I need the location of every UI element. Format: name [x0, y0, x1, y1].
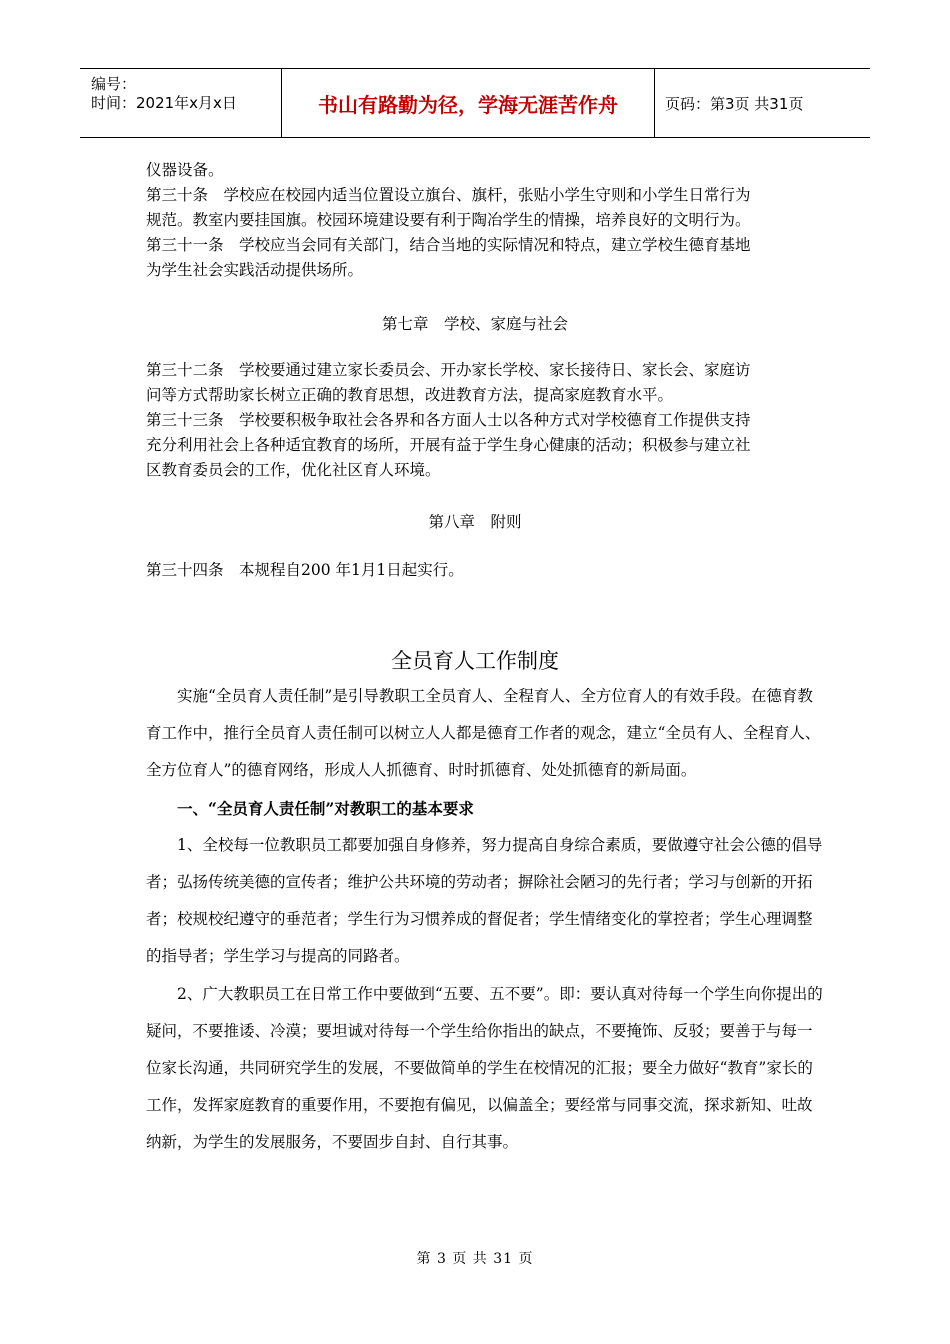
page-header [80, 68, 870, 138]
document-number-label: 编号： [91, 75, 137, 93]
requirement-item-2: 2、广大教职员工在日常工作中要做到“五要、五不要”。即：要认真对待每一个学生向你提出的疑问，不要推诿、冷漠；要坦诚对待每一个学生给你指出的缺点，不要掩饰、反驳；要善于与每一位家长沟通，共同研究学生的发展，不要做简单的学生在校情况的汇报；要全力做好“教育”家长的工作，发挥家庭教育的重要作用，不要抱有偏见，以偏盖全；要经常与同事交流，探求新知、吐故纳新，为学生的发展服务，不要固步自封、自行其事。 [146, 984, 823, 1152]
header-motto: 书山有路勤为径，学海无涯苦作舟 [282, 69, 655, 137]
page-footer: 第 3 页 共 31 页 [416, 1251, 534, 1267]
regulation-block-c [146, 558, 826, 583]
regulation-line: 第三十条 学校应在校园内适当位置设立旗台、旗杆，张贴小学生守则和小学生日常行为 [146, 186, 751, 204]
chapter-heading-7: 第七章 学校、家庭与社会 [381, 315, 568, 333]
regulation-block-a [146, 158, 826, 283]
regulation-line: 第三十三条 学校要积极争取社会各界和各方面人士以各种方式对学校德育工作提供支持 [146, 411, 751, 429]
regulation-line: 为学生社会实践活动提供场所。 [146, 261, 364, 279]
regulation-line: 第三十二条 学校要通过建立家长委员会、开办家长学校、家长接待日、家长会、家庭访 [146, 361, 751, 379]
section-body [146, 678, 826, 1162]
header-page-info: 页码：第3页 共31页 [665, 94, 804, 113]
regulation-line: 第三十一条 学校应当会同有关部门，结合当地的实际情况和特点，建立学校生德育基地 [146, 236, 751, 254]
regulation-line: 仪器设备。 [146, 161, 224, 179]
intro-paragraph: 实施“全员育人责任制”是引导教职工全员育人、全程育人、全方位育人的有效手段。在德育教育工作中，推行全员育人责任制可以树立人人都是德育工作者的观念，建立“全员有人、全程育人、全方位育人”的德育网络，形成人人抓德育、时时抓德育、处处抓德育的新局面。 [146, 687, 821, 780]
regulation-line: 问等方式帮助家长树立正确的教育思想，改进教育方法，提高家庭教育水平。 [146, 386, 674, 404]
chapter-heading-8: 第八章 附则 [428, 513, 522, 531]
requirement-item-1: 1、全校每一位教职员工都要加强自身修养，努力提高自身综合素质，要做遵守社会公德的倡导者；弘扬传统美德的宣传者；维护公共环境的劳动者；摒除社会陋习的先行者；学习与创新的开拓者；校规校纪遵守的垂范者；学生行为习惯养成的督促者；学生情绪变化的掌控者；学生心理调整的指导者；学生学习与提高的同路者。 [146, 835, 823, 966]
header-meta [80, 69, 282, 137]
regulation-line: 规范。教室内要挂国旗。校园环境建设要有利于陶冶学生的情操，培养良好的文明行为。 [146, 211, 751, 229]
regulation-block-b [146, 358, 826, 483]
section-title: 全员育人工作制度 [391, 649, 559, 673]
regulation-line: 充分利用社会上各种适宜教育的场所，开展有益于学生身心健康的活动；积极参与建立社 [146, 436, 751, 454]
document-time-label: 时间：2021年x月x日 [91, 94, 237, 112]
regulation-line: 区教育委员会的工作，优化社区育人环境。 [146, 461, 441, 479]
regulation-line: 第三十四条 本规程自200 年1月1日起实行。 [146, 561, 464, 579]
section-subheading: 一、“全员育人责任制”对教职工的基本要求 [177, 798, 474, 818]
